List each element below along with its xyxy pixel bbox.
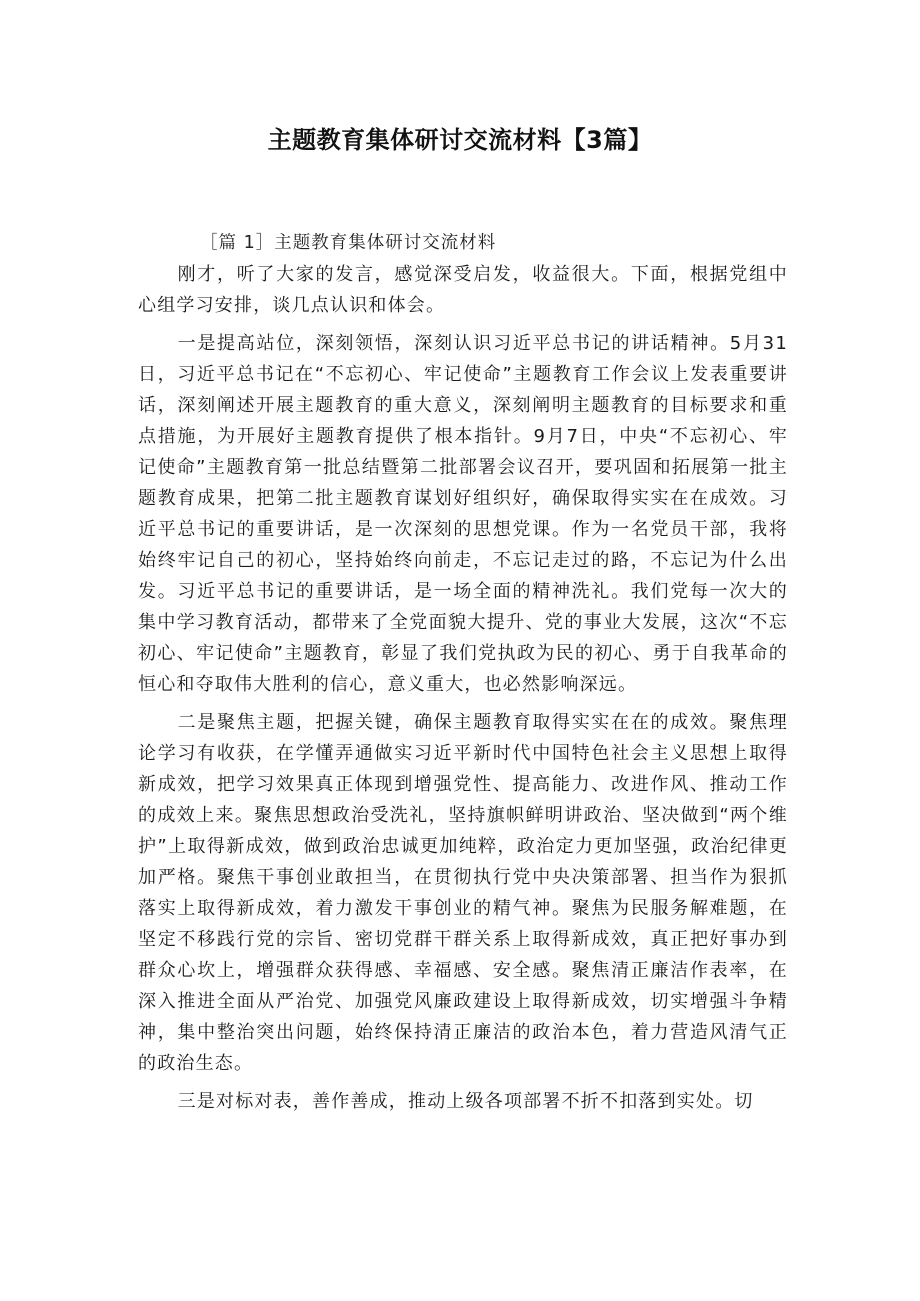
document-title: 主题教育集体研讨交流材料【3篇】 [267, 126, 653, 154]
paragraph-point-one: 一是提高站位，深刻领悟，深刻认识习近平总书记的讲话精神。5月31日，习近平总书记在“不忘初心、牢记使命”主题教育工作会议上发表重要讲话，深刻阐述开展主题教育的重大意义，深刻阐明主题教育的目标要求和重点措施，为开展好主题教育提供了根本指针。9月7日，中央“不忘初心、牢记使命”主题教育第一批总结暨第二批部署会议召开，要巩固和拓展第一批主题教育成果，把第二批主题教育谋划好组织好，确保取得实实在在成效。习近平总书记的重要讲话，是一次深刻的思想党课。作为一名党员干部，我将始终牢记自己的初心，坚持始终向前走，不忘记走过的路，不忘记为什么出发。习近平总书记的重要讲话，是一场全面的精神洗礼。我们党每一次大的集中学习教育活动，都带来了全党面貌大提升、党的事业大发展，这次“不忘初心、牢记使命”主题教育，彰显了我们党执政为民的初心、勇于自我革命的恒心和夺取伟大胜利的信心，意义重大，也必然影响深远。 [138, 333, 788, 695]
paragraph-intro: 刚才，听了大家的发言，感觉深受启发，收益很大。下面，根据党组中心组学习安排，谈几点认识和体会。 [138, 264, 788, 316]
paragraph-point-two: 二是聚焦主题，把握关键，确保主题教育取得实实在在的成效。聚焦理论学习有收获，在学懂弄通做实习近平新时代中国特色社会主义思想上取得新成效，把学习效果真正体现到增强党性、提高能力、改进作风、推动工作的成效上来。聚焦思想政治受洗礼，坚持旗帜鲜明讲政治、坚决做到“两个维护”上取得新成效，做到政治忠诚更加纯粹，政治定力更加坚强，政治纪律更加严格。聚焦干事创业敢担当，在贯彻执行党中央决策部署、担当作为狠抓落实上取得新成效，着力激发干事创业的精气神。聚焦为民服务解难题，在坚定不移践行党的宗旨、密切党群干群关系上取得新成效，真正把好事办到群众心坎上，增强群众获得感、幸福感、安全感。聚焦清正廉洁作表率，在深入推进全面从严治党、加强党风廉政建设上取得新成效，切实增强斗争精神，集中整治突出问题，始终保持清正廉洁的政治本色，着力营造风清气正的政治生态。 [138, 712, 788, 1074]
paragraph-point-three: 三是对标对表，善作善成，推动上级各项部署不折不扣落到实处。切 [177, 1091, 754, 1112]
section-subtitle: ［篇 1］主题教育集体研讨交流材料 [200, 233, 497, 253]
document-body [138, 228, 788, 1117]
